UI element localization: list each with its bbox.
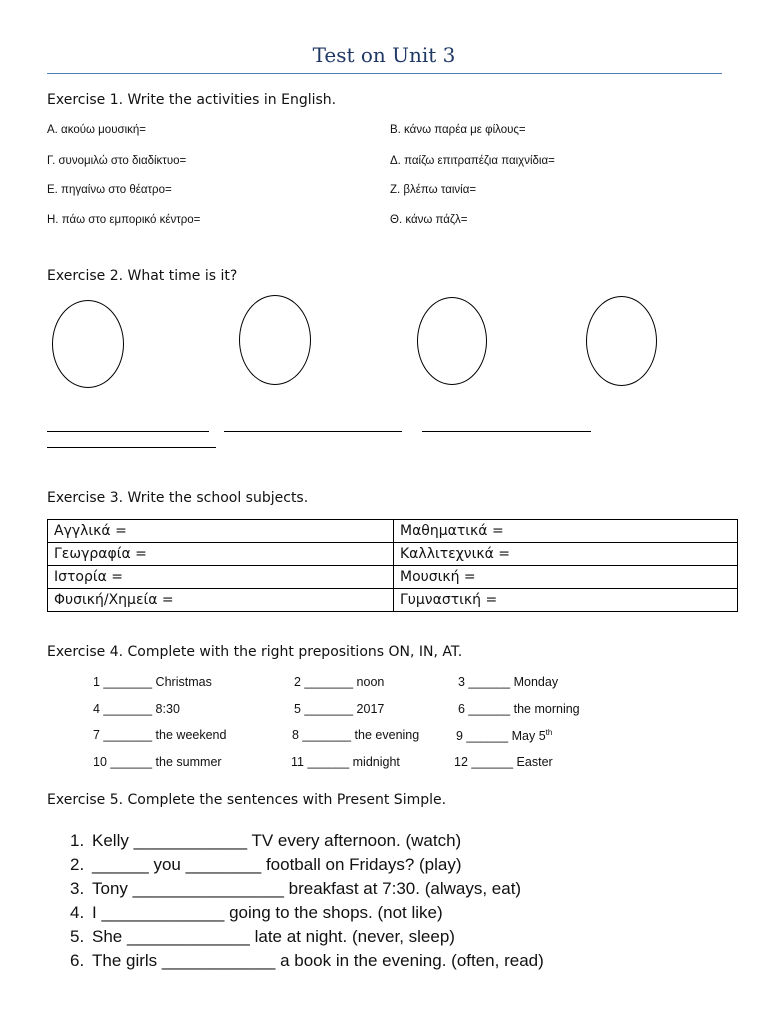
ordinal-suffix: th	[545, 728, 553, 737]
sentence-item	[70, 927, 455, 947]
sentence-item	[70, 831, 461, 851]
clock-face-circle	[52, 300, 124, 388]
page-title: Test on Unit 3	[312, 43, 456, 67]
clock-face-circle	[417, 297, 487, 385]
clock-face-circle	[586, 296, 657, 386]
subject-cell[interactable]: Αγγλικά =	[48, 520, 394, 543]
sentence-number: 1.	[70, 831, 85, 850]
subject-cell[interactable]: Καλλιτεχνικά =	[394, 543, 738, 566]
sentence-item	[70, 903, 443, 923]
preposition-item: 12 ______ Easter	[454, 755, 553, 769]
preposition-item: 9 ______ May 5	[456, 729, 546, 744]
activity-item: Ε. πηγαίνω στο θέατρο=	[47, 184, 172, 196]
preposition-item: 2 _______ noon	[294, 675, 385, 689]
preposition-item: 4 _______ 8:30	[93, 702, 180, 716]
subject-cell[interactable]: Ιστορία =	[48, 566, 394, 589]
answer-line[interactable]	[47, 431, 209, 432]
subject-cell[interactable]: Μουσική =	[394, 566, 738, 589]
activity-item: Ζ. βλέπω ταινία=	[390, 184, 477, 196]
sentence-text: I _____________ going to the shops. (not like)	[92, 903, 443, 922]
activity-item: Θ. κάνω πάζλ=	[390, 214, 468, 226]
sentence-item	[70, 951, 544, 971]
sentence-text: Tony ________________ breakfast at 7:30. (always, eat)	[92, 879, 522, 898]
table-row	[48, 566, 738, 589]
answer-line[interactable]	[47, 447, 216, 448]
preposition-item: 6 ______ the morning	[458, 702, 580, 716]
exercise-2-heading: Exercise 2. What time is it?	[47, 268, 238, 284]
exercise-4-heading: Exercise 4. Complete with the right prepositions ON, IN, AT.	[47, 644, 463, 660]
title-divider	[47, 73, 722, 74]
sentence-text: She _____________ late at night. (never, sleep)	[92, 927, 455, 946]
preposition-item: 8 _______ the evening	[292, 728, 420, 742]
sentence-item	[70, 855, 462, 875]
preposition-item: 1 _______ Christmas	[93, 675, 212, 689]
subject-cell[interactable]: Γυμναστική =	[394, 589, 738, 612]
sentence-number: 3.	[70, 879, 85, 898]
sentence-text: ______ you ________ football on Fridays? (play)	[92, 855, 462, 874]
preposition-item: 7 _______ the weekend	[93, 728, 227, 742]
table-row	[48, 543, 738, 566]
preposition-item: 3 ______ Monday	[458, 675, 559, 689]
sentence-number: 5.	[70, 927, 85, 946]
activity-item: Α. ακούω μουσική=	[47, 124, 147, 136]
preposition-item: 5 _______ 2017	[294, 702, 385, 716]
activity-item: Β. κάνω παρέα με φίλους=	[390, 124, 526, 136]
activity-item: Η. πάω στο εμπορικό κέντρο=	[47, 214, 201, 226]
sentence-text: The girls ____________ a book in the evening. (often, read)	[92, 951, 544, 970]
answer-line[interactable]	[224, 431, 402, 432]
sentence-number: 2.	[70, 855, 85, 874]
preposition-item-may	[456, 728, 552, 743]
subjects-table	[47, 519, 738, 612]
sentence-number: 4.	[70, 903, 85, 922]
sentence-text: Kelly ____________ TV every afternoon. (watch)	[92, 831, 462, 850]
clock-face-circle	[239, 295, 311, 385]
exercise-3-heading: Exercise 3. Write the school subjects.	[47, 490, 309, 506]
preposition-item: 10 ______ the summer	[93, 755, 222, 769]
sentence-number: 6.	[70, 951, 85, 970]
activity-item: Γ. συνομιλώ στο διαδίκτυο=	[47, 155, 187, 167]
answer-line[interactable]	[422, 431, 591, 432]
table-row	[48, 520, 738, 543]
preposition-item: 11 ______ midnight	[291, 755, 400, 769]
table-row	[48, 589, 738, 612]
subject-cell[interactable]: Γεωγραφία =	[48, 543, 394, 566]
subject-cell[interactable]: Φυσική/Χημεία =	[48, 589, 394, 612]
subject-cell[interactable]: Μαθηματικά =	[394, 520, 738, 543]
activity-item: Δ. παίζω επιτραπέζια παιχνίδια=	[390, 155, 555, 167]
exercise-5-heading: Exercise 5. Complete the sentences with Present Simple.	[47, 792, 447, 808]
sentence-item	[70, 879, 521, 899]
exercise-1-heading: Exercise 1. Write the activities in English.	[47, 92, 337, 108]
